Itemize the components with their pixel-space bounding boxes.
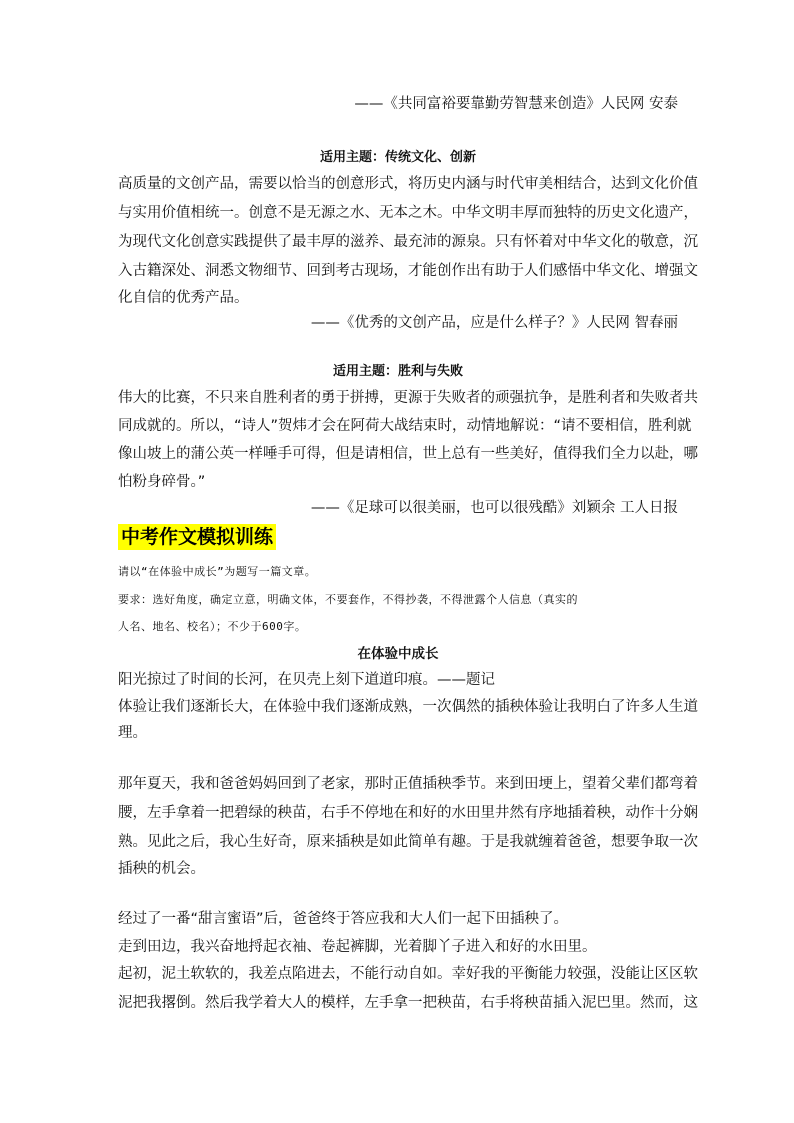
essay-line: 体验让我们逐渐长大，在体验中我们逐渐成熟，一次偶然的插秧体验让我明白了许多人生道 [118,699,698,715]
essay-line: 熟。见此之后，我心生好奇，原来插秧是如此简单有趣。于是我就缠着爸爸，想要争取一次 [118,834,698,850]
source-line-3: ——《足球可以很美丽，也可以很残酷》刘颖余 工人日报 [310,500,678,516]
requirements-line: 人名、地名、校名）；不少于600字。 [118,620,307,633]
essay-line: 插秧的机会。 [118,861,205,877]
essay-line: 泥把我撂倒。然后我学着大人的模样，左手拿一把秧苗，右手将秧苗插入泥巴里。然而，这 [118,995,698,1011]
essay-line: 腰，左手拿着一把碧绿的秧苗，右手不停地在和好的水田里井然有序地插着秧，动作十分娴 [118,805,698,821]
paragraph-line: 像山坡上的蒲公英一样唾手可得，但是请相信，世上总有一些美好，值得我们全力以赴，哪 [118,446,698,462]
essay-epigraph: 阳光掠过了时间的长河，在贝壳上刻下道道印痕。——题记 [118,672,495,688]
essay-title: 在体验中成长 [357,646,439,662]
source-line-2: ——《优秀的文创产品，应是什么样子？》人民网 智春丽 [310,315,678,331]
paragraph-line: 与实用价值相统一。创意不是无源之水、无本之木。中华文明丰厚而独特的历史文化遗产， [118,205,698,221]
theme-heading-culture: 适用主题：传统文化、创新 [319,150,476,165]
paragraph-line: 高质量的文创产品，需要以恰当的创意形式，将历史内涵与时代审美相结合，达到文化价值 [118,176,698,192]
paragraph-line: 化自信的优秀产品。 [118,290,249,306]
paragraph-line: 入古籍深处、洞悉文物细节、回到考古现场，才能创作出有助于人们感悟中华文化、增强文 [118,263,698,279]
training-heading: 中考作文模拟训练 [118,524,276,550]
writing-prompt: 请以“在体验中成长”为题写一篇文章。 [118,565,317,578]
paragraph-line: 怕粉身碎骨。” [118,474,206,490]
paragraph-line: 伟大的比赛，不只来自胜利者的勇于拼搏，更源于失败者的顽强抗争，是胜利者和失败者共 [118,390,698,406]
source-line-1: ——《共同富裕要靠勤劳智慧来创造》人民网 安泰 [354,96,678,112]
essay-line: 走到田边，我兴奋地捋起衣袖、卷起裤脚，光着脚丫子进入和好的水田里。 [118,939,597,955]
paragraph-line: 为现代文化创意实践提供了最丰厚的滋养、最充沛的源泉。只有怀着对中华文化的敬意，沉 [118,234,698,250]
theme-heading-victory: 适用主题：胜利与失败 [332,364,463,379]
essay-line: 起初，泥土软软的，我差点陷进去，不能行动自如。幸好我的平衡能力较强，没能让区区软 [118,966,698,982]
essay-line: 理。 [118,725,147,741]
paragraph-line: 同成就的。所以，“诗人”贺炜才会在阿荷大战结束时，动情地解说：“请不要相信，胜利就 [118,418,692,434]
requirements-line: 要求：选好角度，确定立意，明确文体，不要套作，不得抄袭，不得泄露个人信息（真实的 [118,593,578,606]
essay-line: 经过了一番“甜言蜜语”后，爸爸终于答应我和大人们一起下田插秧了。 [118,911,569,927]
essay-line: 那年夏天，我和爸爸妈妈回到了老家，那时正值插秧季节。来到田埂上，望着父辈们都弯着 [118,776,698,792]
